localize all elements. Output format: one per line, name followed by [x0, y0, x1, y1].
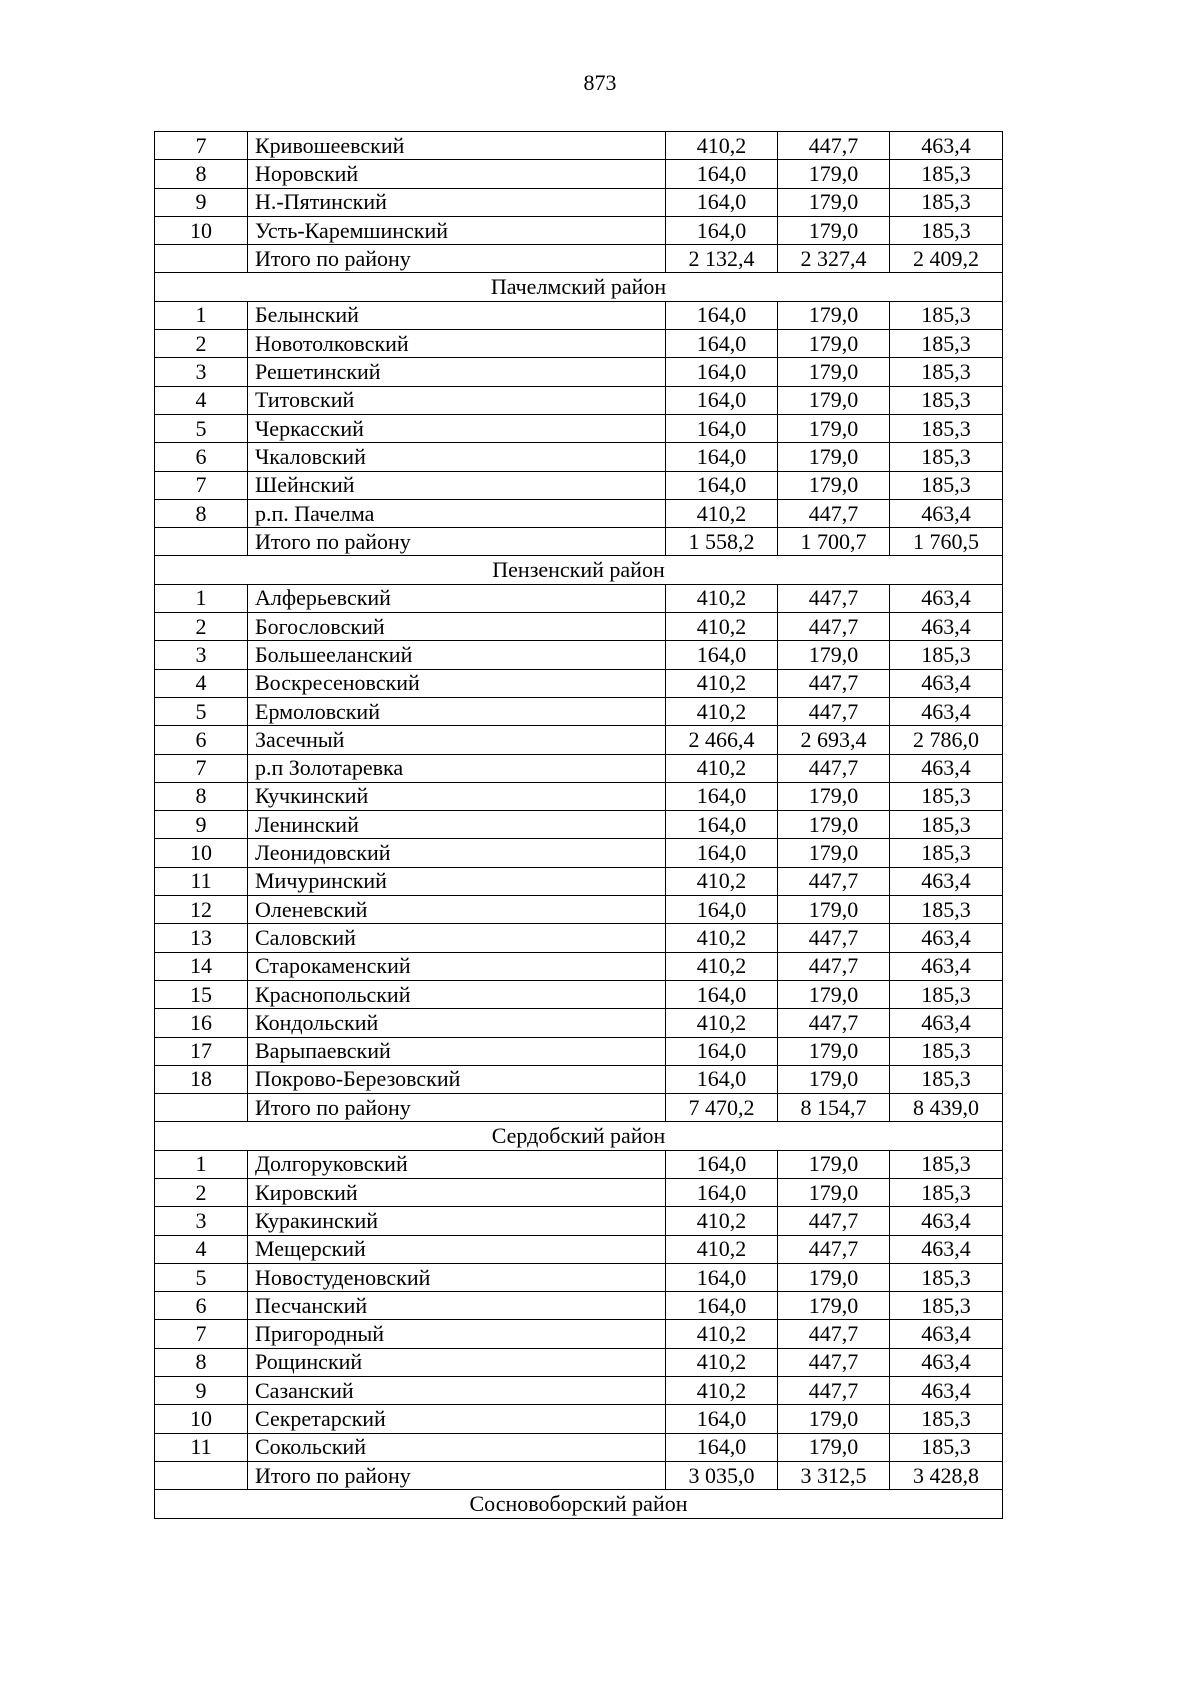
row-number-cell: 10	[155, 839, 248, 867]
value-cell-2: 1 700,7	[778, 528, 890, 556]
value-cell-2: 447,7	[778, 1320, 890, 1348]
value-cell-1: 164,0	[666, 414, 778, 442]
district-title: Сосновоборский район	[155, 1490, 1003, 1518]
value-cell-2: 179,0	[778, 1263, 890, 1291]
value-cell-3: 185,3	[890, 414, 1003, 442]
row-number-cell: 4	[155, 1235, 248, 1263]
value-cell-3: 463,4	[890, 1348, 1003, 1376]
total-label-cell: Итого по району	[248, 245, 666, 273]
table-row	[155, 896, 1003, 924]
value-cell-2: 447,7	[778, 1377, 890, 1405]
table-row	[155, 584, 1003, 612]
value-cell-3: 463,4	[890, 584, 1003, 612]
district-total-row	[155, 1461, 1003, 1489]
value-cell-1: 164,0	[666, 839, 778, 867]
value-cell-3: 185,3	[890, 839, 1003, 867]
value-cell-2: 179,0	[778, 1150, 890, 1178]
value-cell-2: 179,0	[778, 160, 890, 188]
value-cell-2: 179,0	[778, 330, 890, 358]
value-cell-2: 447,7	[778, 613, 890, 641]
table-row	[155, 839, 1003, 867]
value-cell-3: 185,3	[890, 188, 1003, 216]
row-number-cell: 1	[155, 584, 248, 612]
value-cell-2: 447,7	[778, 1009, 890, 1037]
value-cell-3: 463,4	[890, 669, 1003, 697]
settlement-name-cell: Кучкинский	[248, 782, 666, 810]
value-cell-2: 179,0	[778, 443, 890, 471]
value-cell-3: 185,3	[890, 443, 1003, 471]
value-cell-3: 2 786,0	[890, 726, 1003, 754]
table-row	[155, 811, 1003, 839]
row-number-cell: 3	[155, 358, 248, 386]
table-row	[155, 301, 1003, 329]
value-cell-3: 185,3	[890, 160, 1003, 188]
value-cell-2: 179,0	[778, 811, 890, 839]
table-row	[155, 1150, 1003, 1178]
value-cell-1: 410,2	[666, 754, 778, 782]
settlement-name-cell: Сазанский	[248, 1377, 666, 1405]
value-cell-2: 179,0	[778, 839, 890, 867]
settlement-name-cell: Засечный	[248, 726, 666, 754]
settlement-name-cell: Ленинский	[248, 811, 666, 839]
row-number-cell: 2	[155, 613, 248, 641]
settlement-name-cell: Старокаменский	[248, 952, 666, 980]
value-cell-3: 463,4	[890, 697, 1003, 725]
value-cell-2: 179,0	[778, 896, 890, 924]
value-cell-1: 164,0	[666, 160, 778, 188]
value-cell-2: 447,7	[778, 697, 890, 725]
value-cell-3: 463,4	[890, 1235, 1003, 1263]
value-cell-2: 8 154,7	[778, 1094, 890, 1122]
table-row	[155, 443, 1003, 471]
settlement-name-cell: Черкасский	[248, 414, 666, 442]
row-number-cell	[155, 245, 248, 273]
value-cell-2: 447,7	[778, 669, 890, 697]
settlement-name-cell: Белынский	[248, 301, 666, 329]
value-cell-2: 179,0	[778, 188, 890, 216]
value-cell-2: 447,7	[778, 754, 890, 782]
value-cell-1: 164,0	[666, 301, 778, 329]
table-row	[155, 1037, 1003, 1065]
row-number-cell: 10	[155, 216, 248, 244]
table-row	[155, 1065, 1003, 1093]
table-row	[155, 1178, 1003, 1206]
section-header-row	[155, 1122, 1003, 1150]
value-cell-1: 410,2	[666, 924, 778, 952]
value-cell-1: 164,0	[666, 1150, 778, 1178]
row-number-cell: 9	[155, 1377, 248, 1405]
value-cell-1: 2 132,4	[666, 245, 778, 273]
value-cell-3: 185,3	[890, 641, 1003, 669]
settlement-name-cell: Краснопольский	[248, 980, 666, 1008]
value-cell-1: 410,2	[666, 499, 778, 527]
value-cell-3: 185,3	[890, 216, 1003, 244]
row-number-cell: 15	[155, 980, 248, 1008]
value-cell-3: 463,4	[890, 499, 1003, 527]
value-cell-3: 185,3	[890, 1150, 1003, 1178]
page-number: 873	[583, 70, 617, 95]
value-cell-3: 185,3	[890, 1178, 1003, 1206]
table-row	[155, 216, 1003, 244]
value-cell-1: 410,2	[666, 613, 778, 641]
value-cell-3: 185,3	[890, 1037, 1003, 1065]
value-cell-2: 179,0	[778, 1433, 890, 1461]
settlement-name-cell: Сокольский	[248, 1433, 666, 1461]
row-number-cell: 8	[155, 1348, 248, 1376]
row-number-cell: 12	[155, 896, 248, 924]
settlement-name-cell: Кондольский	[248, 1009, 666, 1037]
value-cell-1: 164,0	[666, 896, 778, 924]
row-number-cell: 6	[155, 726, 248, 754]
value-cell-2: 2 693,4	[778, 726, 890, 754]
value-cell-3: 463,4	[890, 952, 1003, 980]
value-cell-1: 410,2	[666, 1009, 778, 1037]
section-header-row	[155, 273, 1003, 301]
row-number-cell	[155, 1461, 248, 1489]
value-cell-2: 179,0	[778, 782, 890, 810]
value-cell-2: 447,7	[778, 952, 890, 980]
district-total-row	[155, 245, 1003, 273]
row-number-cell: 10	[155, 1405, 248, 1433]
value-cell-3: 185,3	[890, 782, 1003, 810]
settlement-name-cell: Кировский	[248, 1178, 666, 1206]
settlement-name-cell: Новотолковский	[248, 330, 666, 358]
value-cell-2: 179,0	[778, 1037, 890, 1065]
value-cell-3: 8 439,0	[890, 1094, 1003, 1122]
settlement-name-cell: Долгоруковский	[248, 1150, 666, 1178]
value-cell-2: 179,0	[778, 471, 890, 499]
value-cell-3: 463,4	[890, 1207, 1003, 1235]
value-cell-2: 179,0	[778, 301, 890, 329]
value-cell-2: 447,7	[778, 1207, 890, 1235]
value-cell-1: 164,0	[666, 443, 778, 471]
settlement-name-cell: Норовский	[248, 160, 666, 188]
value-cell-3: 185,3	[890, 811, 1003, 839]
value-cell-1: 1 558,2	[666, 528, 778, 556]
section-header-row	[155, 1490, 1003, 1518]
value-cell-3: 463,4	[890, 1377, 1003, 1405]
settlement-name-cell: р.п. Пачелма	[248, 499, 666, 527]
value-cell-1: 410,2	[666, 669, 778, 697]
settlement-name-cell: Пригородный	[248, 1320, 666, 1348]
value-cell-2: 179,0	[778, 1178, 890, 1206]
settlement-name-cell: Варыпаевский	[248, 1037, 666, 1065]
settlement-name-cell: Шейнский	[248, 471, 666, 499]
value-cell-1: 410,2	[666, 697, 778, 725]
value-cell-3: 185,3	[890, 471, 1003, 499]
settlement-name-cell: Воскресеновский	[248, 669, 666, 697]
value-cell-1: 164,0	[666, 980, 778, 1008]
value-cell-2: 179,0	[778, 358, 890, 386]
value-cell-1: 410,2	[666, 1207, 778, 1235]
row-number-cell: 11	[155, 867, 248, 895]
value-cell-1: 164,0	[666, 1263, 778, 1291]
settlement-name-cell: Секретарский	[248, 1405, 666, 1433]
value-cell-1: 164,0	[666, 1405, 778, 1433]
table-row	[155, 1320, 1003, 1348]
value-cell-2: 179,0	[778, 1065, 890, 1093]
value-cell-3: 463,4	[890, 1320, 1003, 1348]
table-row	[155, 1405, 1003, 1433]
value-cell-1: 164,0	[666, 358, 778, 386]
settlement-name-cell: Большееланский	[248, 641, 666, 669]
table-row	[155, 867, 1003, 895]
row-number-cell: 4	[155, 386, 248, 414]
row-number-cell	[155, 528, 248, 556]
value-cell-2: 447,7	[778, 924, 890, 952]
table-row	[155, 132, 1003, 160]
settlement-name-cell: Решетинский	[248, 358, 666, 386]
row-number-cell: 1	[155, 301, 248, 329]
value-cell-1: 164,0	[666, 1292, 778, 1320]
value-cell-3: 185,3	[890, 1433, 1003, 1461]
row-number-cell: 14	[155, 952, 248, 980]
value-cell-2: 3 312,5	[778, 1461, 890, 1489]
row-number-cell: 7	[155, 1320, 248, 1348]
value-cell-1: 2 466,4	[666, 726, 778, 754]
value-cell-1: 7 470,2	[666, 1094, 778, 1122]
value-cell-2: 179,0	[778, 980, 890, 1008]
value-cell-1: 164,0	[666, 330, 778, 358]
table-row	[155, 1263, 1003, 1291]
table-row	[155, 1235, 1003, 1263]
value-cell-2: 2 327,4	[778, 245, 890, 273]
settlement-name-cell: Чкаловский	[248, 443, 666, 471]
row-number-cell: 7	[155, 754, 248, 782]
value-cell-1: 410,2	[666, 1348, 778, 1376]
row-number-cell: 8	[155, 782, 248, 810]
value-cell-3: 3 428,8	[890, 1461, 1003, 1489]
row-number-cell: 6	[155, 443, 248, 471]
total-label-cell: Итого по району	[248, 1094, 666, 1122]
row-number-cell: 9	[155, 188, 248, 216]
table-row	[155, 330, 1003, 358]
table-row	[155, 641, 1003, 669]
value-cell-2: 447,7	[778, 132, 890, 160]
settlement-name-cell: Титовский	[248, 386, 666, 414]
value-cell-2: 447,7	[778, 867, 890, 895]
district-total-row	[155, 528, 1003, 556]
value-cell-1: 164,0	[666, 188, 778, 216]
value-cell-1: 410,2	[666, 1235, 778, 1263]
table-row	[155, 1292, 1003, 1320]
table-row	[155, 1009, 1003, 1037]
table-row	[155, 782, 1003, 810]
value-cell-3: 185,3	[890, 1263, 1003, 1291]
value-cell-1: 410,2	[666, 584, 778, 612]
table-row	[155, 1377, 1003, 1405]
district-title: Сердобский район	[155, 1122, 1003, 1150]
district-total-row	[155, 1094, 1003, 1122]
value-cell-3: 185,3	[890, 980, 1003, 1008]
row-number-cell: 8	[155, 160, 248, 188]
value-cell-1: 164,0	[666, 1065, 778, 1093]
row-number-cell: 18	[155, 1065, 248, 1093]
value-cell-2: 447,7	[778, 499, 890, 527]
value-cell-2: 179,0	[778, 216, 890, 244]
row-number-cell: 7	[155, 132, 248, 160]
value-cell-2: 179,0	[778, 1405, 890, 1433]
settlement-name-cell: Мичуринский	[248, 867, 666, 895]
row-number-cell: 5	[155, 697, 248, 725]
value-cell-2: 179,0	[778, 641, 890, 669]
value-cell-2: 179,0	[778, 1292, 890, 1320]
row-number-cell: 2	[155, 1178, 248, 1206]
table-row	[155, 726, 1003, 754]
row-number-cell	[155, 1094, 248, 1122]
table-row	[155, 386, 1003, 414]
value-cell-1: 164,0	[666, 811, 778, 839]
value-cell-2: 447,7	[778, 584, 890, 612]
total-label-cell: Итого по району	[248, 1461, 666, 1489]
settlement-name-cell: Куракинский	[248, 1207, 666, 1235]
row-number-cell: 1	[155, 1150, 248, 1178]
section-header-row	[155, 556, 1003, 584]
row-number-cell: 13	[155, 924, 248, 952]
table-row	[155, 669, 1003, 697]
value-cell-3: 463,4	[890, 867, 1003, 895]
row-number-cell: 11	[155, 1433, 248, 1461]
value-cell-3: 185,3	[890, 1292, 1003, 1320]
table-row	[155, 499, 1003, 527]
value-cell-2: 447,7	[778, 1348, 890, 1376]
value-cell-3: 463,4	[890, 924, 1003, 952]
table-row	[155, 358, 1003, 386]
settlement-name-cell: Алферьевский	[248, 584, 666, 612]
settlement-name-cell: Усть-Каремшинский	[248, 216, 666, 244]
settlement-name-cell: Богословский	[248, 613, 666, 641]
value-cell-3: 463,4	[890, 132, 1003, 160]
value-cell-2: 179,0	[778, 414, 890, 442]
value-cell-3: 463,4	[890, 613, 1003, 641]
settlement-name-cell: Леонидовский	[248, 839, 666, 867]
settlement-name-cell: Оленевский	[248, 896, 666, 924]
table-row	[155, 471, 1003, 499]
settlement-name-cell: Н.-Пятинский	[248, 188, 666, 216]
table-row	[155, 1207, 1003, 1235]
settlement-name-cell: Мещерский	[248, 1235, 666, 1263]
row-number-cell: 2	[155, 330, 248, 358]
value-cell-1: 410,2	[666, 952, 778, 980]
value-cell-3: 185,3	[890, 1065, 1003, 1093]
value-cell-3: 463,4	[890, 754, 1003, 782]
district-title: Пачелмский район	[155, 273, 1003, 301]
table-row	[155, 754, 1003, 782]
total-label-cell: Итого по району	[248, 528, 666, 556]
table-row	[155, 613, 1003, 641]
settlement-name-cell: Рощинский	[248, 1348, 666, 1376]
settlement-name-cell: Новостуденовский	[248, 1263, 666, 1291]
row-number-cell: 6	[155, 1292, 248, 1320]
table-row	[155, 1348, 1003, 1376]
row-number-cell: 17	[155, 1037, 248, 1065]
table-row	[155, 952, 1003, 980]
value-cell-1: 164,0	[666, 782, 778, 810]
table-row	[155, 414, 1003, 442]
table-row	[155, 1433, 1003, 1461]
settlement-name-cell: Ермоловский	[248, 697, 666, 725]
value-cell-3: 185,3	[890, 1405, 1003, 1433]
value-cell-3: 185,3	[890, 386, 1003, 414]
table-row	[155, 188, 1003, 216]
table-row	[155, 924, 1003, 952]
value-cell-1: 164,0	[666, 641, 778, 669]
settlement-name-cell: Кривошеевский	[248, 132, 666, 160]
value-cell-3: 463,4	[890, 1009, 1003, 1037]
row-number-cell: 5	[155, 414, 248, 442]
value-cell-3: 185,3	[890, 330, 1003, 358]
table-row	[155, 980, 1003, 1008]
row-number-cell: 16	[155, 1009, 248, 1037]
value-cell-1: 3 035,0	[666, 1461, 778, 1489]
value-cell-1: 410,2	[666, 867, 778, 895]
value-cell-3: 2 409,2	[890, 245, 1003, 273]
value-cell-1: 164,0	[666, 471, 778, 499]
value-cell-1: 410,2	[666, 1320, 778, 1348]
row-number-cell: 3	[155, 641, 248, 669]
value-cell-1: 164,0	[666, 1433, 778, 1461]
value-cell-3: 185,3	[890, 358, 1003, 386]
settlement-name-cell: Песчанский	[248, 1292, 666, 1320]
value-cell-3: 185,3	[890, 896, 1003, 924]
row-number-cell: 3	[155, 1207, 248, 1235]
settlement-name-cell: Саловский	[248, 924, 666, 952]
value-cell-1: 164,0	[666, 386, 778, 414]
district-title: Пензенский район	[155, 556, 1003, 584]
value-cell-2: 179,0	[778, 386, 890, 414]
value-cell-2: 447,7	[778, 1235, 890, 1263]
table-row	[155, 697, 1003, 725]
allocation-table	[154, 131, 1003, 1519]
value-cell-3: 1 760,5	[890, 528, 1003, 556]
value-cell-1: 410,2	[666, 132, 778, 160]
value-cell-1: 410,2	[666, 1377, 778, 1405]
row-number-cell: 4	[155, 669, 248, 697]
settlement-name-cell: р.п Золотаревка	[248, 754, 666, 782]
table-row	[155, 160, 1003, 188]
settlement-name-cell: Покрово-Березовский	[248, 1065, 666, 1093]
value-cell-3: 185,3	[890, 301, 1003, 329]
value-cell-1: 164,0	[666, 216, 778, 244]
row-number-cell: 9	[155, 811, 248, 839]
row-number-cell: 7	[155, 471, 248, 499]
row-number-cell: 5	[155, 1263, 248, 1291]
value-cell-1: 164,0	[666, 1178, 778, 1206]
value-cell-1: 164,0	[666, 1037, 778, 1065]
row-number-cell: 8	[155, 499, 248, 527]
